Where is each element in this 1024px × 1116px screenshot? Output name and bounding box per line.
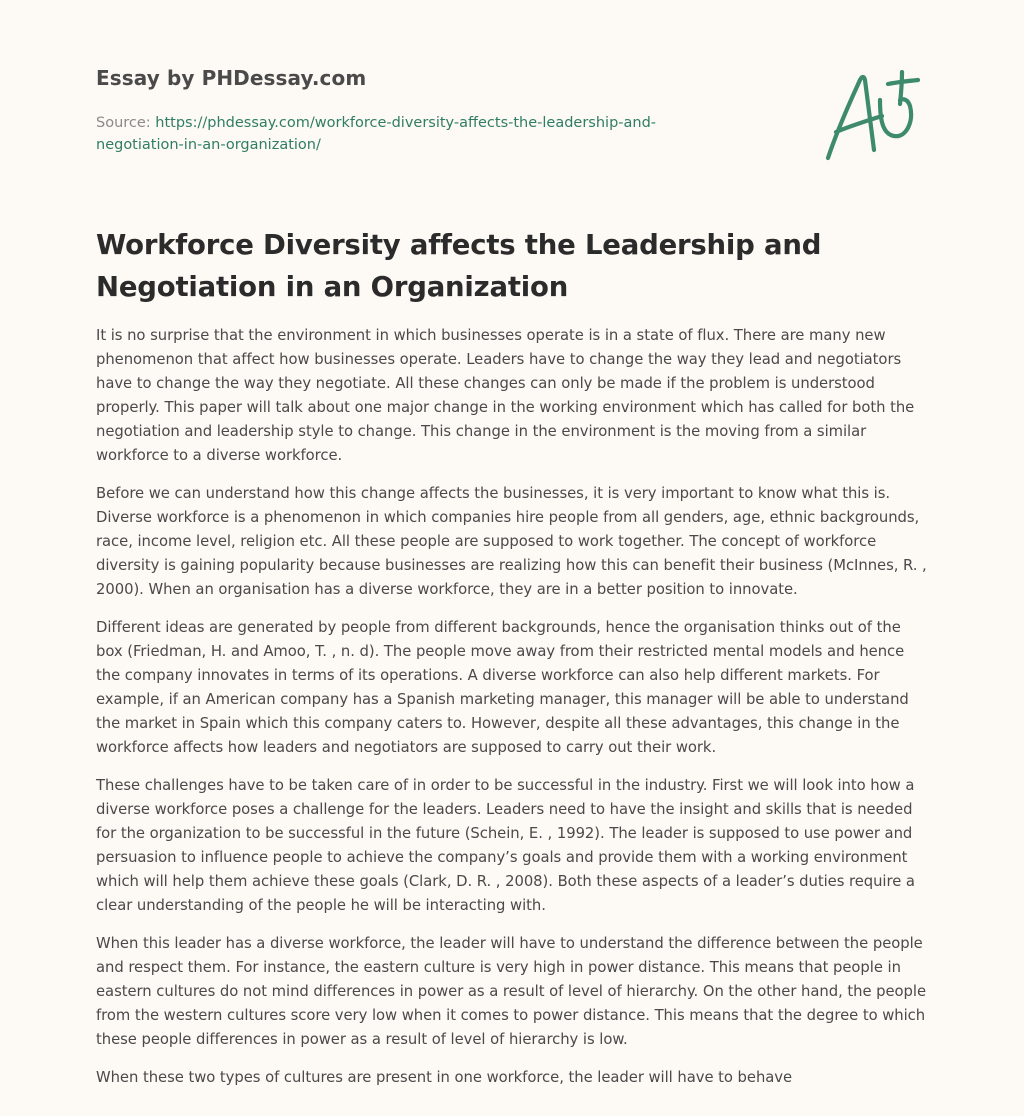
paragraph: These challenges have to be taken care of in order to be successful in the industry. First we will look into how a diverse workforce poses a challenge for the leaders. Leaders need to have the insight and skills that is needed for the organization to be successful in the future (Schein, E. , 1992). The leader is supposed to use power and persuasion to influence people to achieve the company’s goals and provide them with a working environment which will help them achieve these goals (Clark, D. R. , 2008). Both these aspects of a leader’s duties require a clear understanding of the people he will be interacting with. bbox=[96, 777, 915, 914]
article-body bbox=[96, 324, 928, 1104]
paragraph: Before we can understand how this change affects the businesses, it is very important to know what this is. Diverse workforce is a phenomenon in which companies hire people from all genders, age, ethnic backgrounds, race, income level, religion etc. All these people are supposed to work together. The concept of workforce diversity is gaining popularity because businesses are realizing how this can benefit their business (McInnes, R. , 2000). When an organisation has a diverse workforce, they are in a better position to innovate. bbox=[96, 485, 927, 598]
source-line bbox=[96, 112, 716, 156]
paragraph: It is no surprise that the environment in which businesses operate is in a state of flux. There are many new phenomenon that affect how businesses operate. Leaders have to change the way they lead and negotiators have to change the way they negotiate. All these changes can only be made if the problem is understood properly. This paper will talk about one major change in the working environment which has called for both the negotiation and leadership style to change. This change in the environment is the moving from a similar workforce to a diverse workforce. bbox=[96, 327, 915, 464]
paragraph: Different ideas are generated by people from different backgrounds, hence the organisation thinks out of the box (Friedman, H. and Amoo, T. , n. d). The people move away from their restricted mental models and hence the company innovates in terms of its operations. A diverse workforce can also help different markets. For example, if an American company has a Spanish marketing manager, this manager will be able to understand the market in Spain which this company caters to. However, despite all these advantages, this change in the workforce affects how leaders and negotiators are supposed to carry out their work. bbox=[96, 619, 909, 756]
article-title: Workforce Diversity affects the Leadership and Negotiation in an Organization bbox=[96, 229, 822, 303]
site-brand: Essay by PHDessay.com bbox=[96, 66, 367, 90]
a-plus-logo-icon bbox=[822, 66, 932, 166]
paragraph: When this leader has a diverse workforce, the leader will have to understand the difference between the people and respect them. For instance, the eastern culture is very high in power distance. This means that people in eastern cultures do not mind differences in power as a result of level of hierarchy. On the other hand, the people from the western cultures score very low when it comes to power distance. This means that the degree to which these people differences in power as a result of level of hierarchy is low. bbox=[96, 935, 927, 1048]
source-label: Source: bbox=[96, 115, 151, 131]
paragraph: When these two types of cultures are present in one workforce, the leader will have to behave bbox=[96, 1069, 793, 1086]
source-link[interactable]: https://phdessay.com/workforce-diversity-affects-the-leadership-and-negotiation-in-an-organization/ bbox=[96, 115, 657, 153]
